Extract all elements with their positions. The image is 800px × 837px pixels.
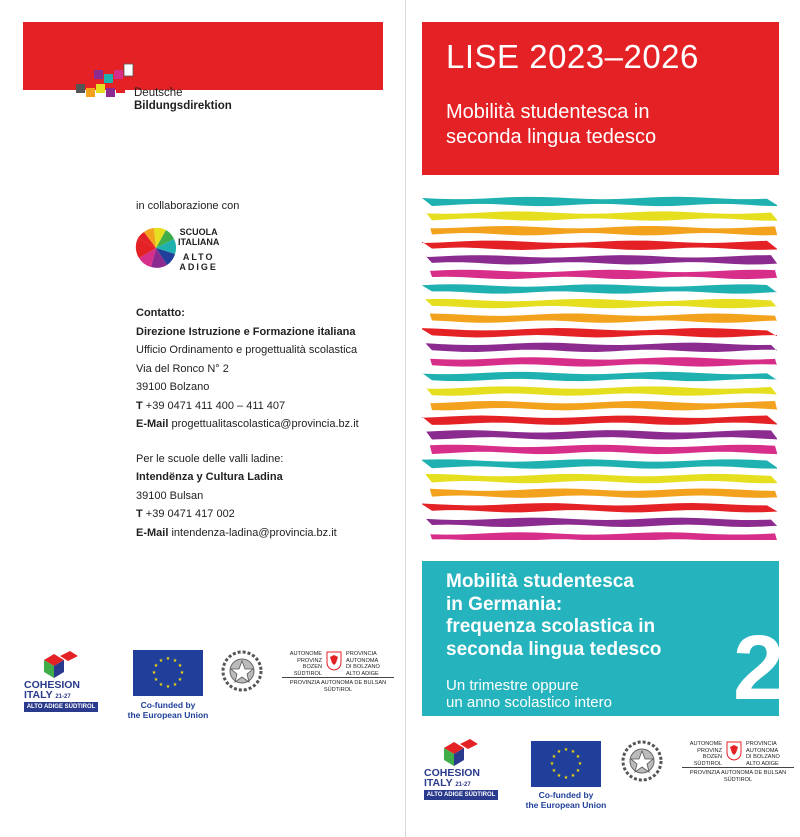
stripe: [430, 313, 777, 322]
svg-text:★: ★: [153, 663, 159, 669]
stripe: [430, 270, 777, 279]
prov-left-1: AUTONOME: [289, 651, 322, 657]
prov-bottom: [282, 677, 394, 693]
phone-label: T: [136, 399, 143, 412]
eu-r-line1: Co-funded by: [538, 790, 594, 800]
scuola-line2: ITALIANA: [178, 237, 220, 247]
teal-title-l1: Mobilità studentesca: [446, 571, 634, 592]
cohesion-r-line2-wrap: [424, 778, 480, 790]
svg-text:★: ★: [151, 670, 157, 676]
prov-r-right-1: PROVINCIA: [746, 741, 777, 747]
ladin-phone-line: [136, 505, 359, 524]
cover-subtitle-l1: Mobilità studentesca in: [446, 101, 650, 123]
cover-subtitle-l2: seconda lingua tedesco: [446, 126, 657, 148]
cohesion-text-right: [424, 768, 480, 790]
prov-r-right-3: DI BOLZANO: [746, 754, 780, 761]
prov-r-left-4: SÜDTIROL: [693, 760, 722, 767]
eu-caption-left: [118, 700, 218, 720]
prov-right-3: DI BOLZANO: [346, 664, 380, 671]
stripe: [422, 284, 777, 293]
colored-stripes-graphic: [422, 190, 782, 540]
italian-republic-emblem-icon: [220, 648, 264, 694]
prov-bottom-2: SÜDTIROL: [323, 686, 353, 693]
scuola-italiana-pencil-icon: [135, 226, 177, 270]
eu-stars-icon: [133, 650, 203, 696]
module-number: 2: [733, 617, 785, 719]
prov-r-bottom: [682, 767, 794, 783]
cohesion-italy-logo-left: [20, 650, 100, 714]
email-label: E-Mail: [136, 418, 169, 430]
scuola-italiana-wordmark: [178, 227, 219, 272]
contact-block: [136, 304, 359, 542]
teal-title-l3: frequenza scolastica in: [446, 616, 656, 637]
svg-text:★: ★: [165, 656, 171, 662]
teal-sub-l1: Un trimestre oppure: [446, 677, 579, 694]
stripe: [426, 299, 777, 308]
cohesion-r-line2: ITALY: [424, 777, 453, 789]
prov-right-4: ALTO ADIGE: [346, 670, 379, 677]
stripe: [430, 532, 777, 540]
cohesion-cube-icon: [40, 650, 80, 680]
stripe: [422, 503, 777, 512]
stripe: [430, 226, 777, 235]
prov-left-4: SÜDTIROL: [293, 670, 322, 677]
svg-text:★: ★: [575, 754, 581, 760]
contact-org: Direzione Istruzione e Formazione italiana: [136, 325, 356, 338]
cohesion-line2-wrap: [24, 690, 80, 702]
page-fold-divider: [405, 0, 406, 837]
cover-title: LISE 2023–2026: [446, 38, 699, 75]
prov-r-bottom-2: SÜDTIROL: [723, 776, 753, 783]
eu-flag-right: [531, 741, 601, 787]
eu-line2: the European Union: [127, 710, 209, 720]
contact-street: Via del Ronco N° 2: [136, 362, 229, 375]
collaboration-label: in collaborazione con: [136, 200, 240, 212]
svg-text:★: ★: [563, 747, 569, 753]
prov-right-1: PROVINCIA: [346, 651, 377, 657]
svg-text:★: ★: [172, 658, 178, 664]
cover-subtitle: [446, 100, 656, 150]
stripe: [426, 474, 777, 483]
prov-r-left-2: PROVINZ: [697, 747, 722, 754]
eu-line1: Co-funded by: [140, 700, 196, 710]
stripe: [426, 255, 777, 264]
prov-bottom-1: PROVINZIA AUTONOMA DE BULSAN: [289, 680, 387, 686]
prov-left-lines: [282, 651, 322, 677]
svg-text:★: ★: [575, 768, 581, 774]
stripe: [426, 430, 777, 439]
ladin-phone-label: T: [136, 508, 143, 520]
ladin-email-line: [136, 524, 359, 543]
svg-text:★: ★: [556, 749, 562, 755]
contact-email[interactable]: progettualitascolastica@provincia.bz.it: [171, 418, 359, 430]
contact-phone-line: [136, 397, 359, 416]
eagle-shield-icon: [326, 651, 342, 671]
stripe: [426, 518, 777, 527]
contact-office: Ufficio Ordinamento e progettualità scolastica: [136, 344, 358, 356]
cohesion-bar: ALTO ADIGE SÜDTIROL: [24, 702, 98, 712]
contact-city: 39100 Bolzano: [136, 381, 210, 393]
eu-r-line2: the European Union: [525, 800, 607, 810]
bildungsdirektion-wordmark: [134, 87, 232, 113]
cohesion-r-years: 21-27: [455, 782, 471, 788]
svg-text:★: ★: [570, 749, 576, 755]
prov-right-lines: [346, 651, 392, 677]
brand-bottom: Bildungsdirektion: [134, 100, 232, 112]
scuola-line1: SCUOLA: [179, 227, 218, 237]
contact-phone: +39 0471 411 400 – 411 407: [145, 399, 286, 412]
ladin-phone: +39 0471 417 002: [145, 508, 235, 520]
teal-title: [446, 571, 661, 661]
ladin-intro: Per le scuole delle valli ladine:: [136, 452, 284, 465]
svg-text:★: ★: [158, 658, 164, 664]
prov-r-left-3: BOZEN: [702, 754, 722, 761]
teal-title-l4: seconda lingua tedesco: [446, 638, 662, 660]
prov-r-right-2: AUTONOMA: [746, 747, 779, 754]
svg-text:★: ★: [158, 682, 164, 688]
cohesion-line1: COHESION: [24, 679, 81, 691]
eagle-shield-icon-right: [726, 741, 742, 761]
svg-text:★: ★: [563, 775, 569, 781]
ladin-email-label: E-Mail: [136, 526, 169, 539]
italian-republic-emblem-icon-right: [620, 738, 664, 784]
svg-text:★: ★: [551, 768, 557, 774]
svg-text:★: ★: [556, 773, 562, 779]
prov-right-2: AUTONOMA: [346, 657, 379, 664]
stripe: [422, 459, 777, 468]
stripe: [422, 197, 777, 206]
stripe: [422, 416, 777, 425]
svg-text:★: ★: [179, 670, 185, 676]
svg-text:★: ★: [177, 663, 183, 669]
ladin-email[interactable]: intendenza-ladina@provincia.bz.it: [171, 526, 337, 539]
stripe: [422, 241, 777, 250]
svg-text:★: ★: [177, 677, 183, 683]
eu-caption-right: [516, 790, 616, 810]
prov-r-right-4: ALTO ADIGE: [746, 760, 779, 767]
stripe: [430, 445, 777, 454]
ladin-org: Intendënza y Cultura Ladina: [136, 471, 283, 483]
brand-top: Deutsche: [134, 87, 183, 99]
cohesion-bar-right: ALTO ADIGE SÜDTIROL: [424, 790, 498, 800]
stripe: [430, 488, 777, 497]
prov-r-right-lines: [746, 741, 792, 767]
svg-text:★: ★: [570, 773, 576, 779]
stripe: [422, 372, 777, 381]
eu-flag-left: [133, 650, 203, 696]
cohesion-text: [24, 680, 80, 702]
eu-stars-icon-right: [531, 741, 601, 787]
cohesion-cube-icon-right: [440, 738, 480, 768]
teal-sub-l2: un anno scolastico intero: [446, 694, 612, 711]
contact-email-line: [136, 415, 359, 434]
stripe: [430, 401, 777, 410]
scuola-line3: ALTO: [182, 252, 215, 262]
stripe: [426, 211, 777, 220]
cohesion-r-line1: COHESION: [424, 767, 481, 779]
stripe: [426, 386, 777, 395]
svg-text:★: ★: [551, 754, 557, 760]
svg-text:★: ★: [549, 761, 555, 767]
svg-text:★: ★: [577, 761, 583, 767]
svg-text:★: ★: [172, 682, 178, 688]
prov-left-2: PROVINZ: [297, 657, 322, 664]
stripe: [426, 343, 777, 352]
svg-text:★: ★: [165, 684, 171, 690]
teal-subtitle: [446, 677, 612, 711]
stripe: [422, 328, 777, 337]
cohesion-italy-logo-right: [420, 738, 500, 802]
contact-heading: Contatto:: [136, 307, 185, 319]
prov-r-left-1: AUTONOME: [689, 741, 722, 747]
prov-r-left-lines: [682, 741, 722, 767]
prov-left-3: BOZEN: [302, 664, 322, 671]
ladin-city: 39100 Bulsan: [136, 489, 204, 502]
stripe: [430, 357, 777, 366]
svg-text:★: ★: [153, 677, 159, 683]
teal-title-l2: in Germania:: [446, 593, 563, 615]
scuola-line4: ADIGE: [179, 262, 218, 272]
cohesion-years: 21-27: [55, 694, 71, 700]
cohesion-line2: ITALY: [24, 689, 53, 701]
prov-r-bottom-1: PROVINZIA AUTONOMA DE BULSAN: [689, 770, 787, 776]
